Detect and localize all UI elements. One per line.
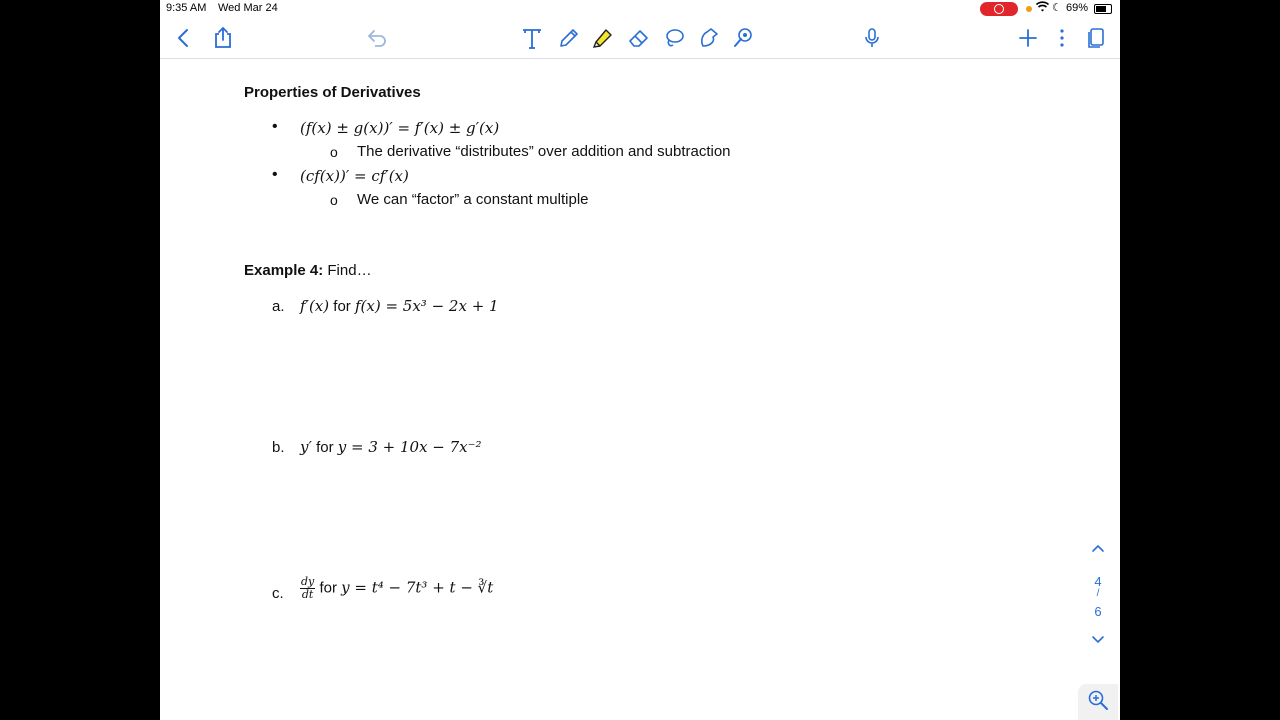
total-pages: 6 (1094, 604, 1102, 619)
item-equation: y = 3 + 10x − 7x⁻² (337, 438, 482, 456)
example-item (300, 438, 482, 456)
shapes-icon[interactable] (695, 24, 723, 52)
fraction-denominator: dt (301, 588, 314, 601)
property-note: The derivative “distributes” over addition and subtraction (357, 143, 731, 160)
item-target: y′ (300, 438, 312, 456)
example-item (300, 297, 499, 315)
screen-recording-icon[interactable] (980, 2, 1018, 16)
item-letter: c. (272, 585, 284, 602)
item-for: for (316, 439, 334, 456)
sub-bullet-circle: o (330, 144, 338, 160)
share-icon[interactable] (209, 24, 237, 52)
chevron-left-icon[interactable] (170, 24, 198, 52)
toolbar (160, 18, 1120, 59)
undo-icon[interactable] (363, 24, 391, 52)
highlighter-icon[interactable] (589, 24, 617, 52)
item-target: f′(x) (300, 297, 330, 315)
bullet-dot: • (272, 118, 278, 135)
sub-bullet-circle: o (330, 192, 338, 208)
chevron-down-icon[interactable] (1090, 632, 1106, 651)
property-note: We can “factor” a constant multiple (357, 191, 589, 208)
page-separator: / (1096, 588, 1100, 599)
plus-icon[interactable] (1014, 24, 1042, 52)
status-time: 9:35 AM (166, 2, 207, 14)
example-prompt: Find… (327, 262, 372, 279)
example-label: Example 4: (244, 262, 324, 279)
current-page: 4 (1094, 574, 1102, 589)
pages-icon[interactable] (1082, 24, 1110, 52)
item-equation: f(x) = 5x³ − 2x + 1 (354, 297, 499, 315)
item-letter: b. (272, 439, 285, 456)
more-icon[interactable] (1048, 24, 1076, 52)
wifi-icon (1036, 1, 1049, 16)
page-navigator (1084, 540, 1112, 650)
elements-icon[interactable] (729, 24, 757, 52)
zoom-button[interactable] (1078, 684, 1118, 720)
example-title (244, 262, 372, 279)
status-bar (160, 0, 1120, 18)
eraser-icon[interactable] (625, 24, 653, 52)
mic-indicator-icon (1026, 6, 1032, 12)
item-letter: a. (272, 298, 285, 315)
text-tool-icon[interactable] (518, 24, 546, 52)
item-for: for (319, 579, 337, 597)
item-equation: y = t⁴ − 7t³ + t − ∛t (341, 578, 494, 597)
document-page[interactable] (160, 58, 1120, 720)
battery-icon (1094, 4, 1112, 14)
status-date: Wed Mar 24 (218, 2, 278, 14)
pen-icon[interactable] (555, 24, 583, 52)
lasso-icon[interactable] (660, 24, 688, 52)
fraction-numerator: dy (301, 575, 315, 588)
item-for: for (333, 298, 351, 315)
derivative-fraction (300, 576, 315, 601)
bullet-dot: • (272, 166, 278, 183)
zoom-in-icon (1087, 689, 1109, 716)
example-item (300, 576, 493, 601)
microphone-icon[interactable] (858, 24, 886, 52)
moon-icon: ☾ (1052, 2, 1062, 14)
app-screen (160, 0, 1120, 720)
section-heading: Properties of Derivatives (244, 84, 421, 101)
chevron-up-icon[interactable] (1090, 540, 1106, 559)
battery-percent: 69% (1066, 2, 1089, 14)
property-formula: (cf(x))′ = cf′(x) (300, 167, 409, 185)
property-formula: (f(x) ± g(x))′ = f′(x) ± g′(x) (300, 119, 500, 137)
